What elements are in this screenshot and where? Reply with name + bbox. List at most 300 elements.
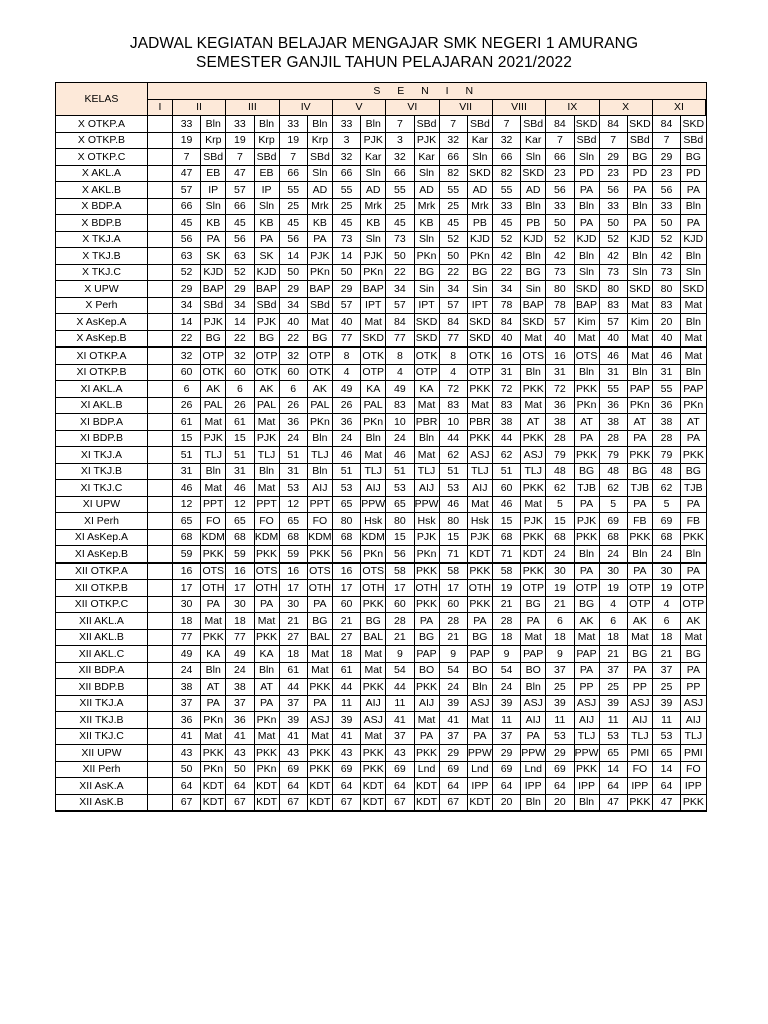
subject-cell: BG xyxy=(627,149,652,166)
subject-cell: Mat xyxy=(414,447,439,464)
teacher-code-cell: 49 xyxy=(226,646,254,663)
subject-cell: PKK xyxy=(307,546,332,563)
subject-cell: OTK xyxy=(307,364,332,381)
subject-cell: BAP xyxy=(574,297,599,314)
teacher-code-cell: 43 xyxy=(172,745,200,762)
subject-cell: FO xyxy=(307,513,332,530)
teacher-code-cell: 46 xyxy=(332,447,360,464)
teacher-code-cell: 18 xyxy=(546,629,574,646)
teacher-code-cell: 24 xyxy=(332,430,360,447)
subject-cell: SBd xyxy=(254,297,279,314)
teacher-code-cell: 10 xyxy=(439,414,467,431)
period-cell xyxy=(147,231,172,248)
teacher-code-cell: 24 xyxy=(226,662,254,679)
subject-cell: OTK xyxy=(254,364,279,381)
period-cell xyxy=(147,695,172,712)
teacher-code-cell: 52 xyxy=(439,231,467,248)
subject-cell: PKK xyxy=(467,596,492,613)
teacher-code-cell: 49 xyxy=(386,381,414,398)
subject-cell: SBd xyxy=(467,116,492,133)
subject-cell: AD xyxy=(361,182,386,199)
teacher-code-cell: 83 xyxy=(599,297,627,314)
teacher-code-cell: 19 xyxy=(226,132,254,149)
teacher-code-cell: 33 xyxy=(546,198,574,215)
teacher-code-cell: 38 xyxy=(546,414,574,431)
subject-cell: Sln xyxy=(467,149,492,166)
teacher-code-cell: 69 xyxy=(279,761,307,778)
subject-cell: OTP xyxy=(201,347,226,364)
class-name-cell: XI UPW xyxy=(56,496,148,513)
class-name-cell: XI OTKP.B xyxy=(56,364,148,381)
table-row xyxy=(56,546,707,563)
teacher-code-cell: 31 xyxy=(226,463,254,480)
table-row xyxy=(56,745,707,762)
subject-cell: PJK xyxy=(414,132,439,149)
teacher-code-cell: 60 xyxy=(172,364,200,381)
teacher-code-cell: 42 xyxy=(492,248,520,265)
teacher-code-cell: 6 xyxy=(226,381,254,398)
class-name-cell: XII TKJ.C xyxy=(56,728,148,745)
subject-cell: PA xyxy=(414,613,439,630)
subject-cell: SBd xyxy=(521,116,546,133)
subject-cell: PA xyxy=(574,182,599,199)
subject-cell: KA xyxy=(361,381,386,398)
subject-cell: SKD xyxy=(521,314,546,331)
table-row xyxy=(56,397,707,414)
teacher-code-cell: 60 xyxy=(492,480,520,497)
subject-cell: PKK xyxy=(521,430,546,447)
teacher-code-cell: 36 xyxy=(279,414,307,431)
subject-cell: AK xyxy=(307,381,332,398)
teacher-code-cell: 65 xyxy=(386,496,414,513)
teacher-code-cell: 80 xyxy=(546,281,574,298)
teacher-code-cell: 37 xyxy=(546,662,574,679)
period-cell xyxy=(147,712,172,729)
subject-cell: PKK xyxy=(574,529,599,546)
subject-cell: Sln xyxy=(521,149,546,166)
subject-cell: PA xyxy=(681,215,706,232)
subject-cell: PA xyxy=(627,182,652,199)
period-cell xyxy=(147,728,172,745)
day-header: S E N I N xyxy=(147,83,706,100)
teacher-code-cell: 50 xyxy=(546,215,574,232)
teacher-code-cell: 58 xyxy=(386,563,414,580)
teacher-code-cell: 72 xyxy=(492,381,520,398)
subject-cell: SKD xyxy=(467,314,492,331)
subject-cell: BAP xyxy=(521,297,546,314)
subject-cell: PA xyxy=(627,563,652,580)
subject-cell: SBd xyxy=(307,149,332,166)
teacher-code-cell: 66 xyxy=(279,165,307,182)
teacher-code-cell: 50 xyxy=(226,761,254,778)
table-row xyxy=(56,297,707,314)
teacher-code-cell: 38 xyxy=(226,679,254,696)
subject-cell: BAL xyxy=(307,629,332,646)
teacher-code-cell: 80 xyxy=(439,513,467,530)
subject-cell: AT xyxy=(627,414,652,431)
subject-cell: FO xyxy=(627,761,652,778)
period-cell xyxy=(147,447,172,464)
subject-cell: BG xyxy=(627,463,652,480)
subject-cell: PKK xyxy=(414,745,439,762)
subject-cell: Mat xyxy=(254,728,279,745)
subject-cell: FB xyxy=(627,513,652,530)
teacher-code-cell: 20 xyxy=(652,314,680,331)
subject-cell: PD xyxy=(574,165,599,182)
subject-cell: SKD xyxy=(414,330,439,347)
subject-cell: SKD xyxy=(521,165,546,182)
teacher-code-cell: 46 xyxy=(599,347,627,364)
class-name-cell: X TKJ.B xyxy=(56,248,148,265)
subject-cell: PKK xyxy=(307,745,332,762)
subject-cell: ASJ xyxy=(361,712,386,729)
period-header: VI xyxy=(386,99,439,116)
subject-cell: Krp xyxy=(201,132,226,149)
class-name-cell: XII UPW xyxy=(56,745,148,762)
teacher-code-cell: 8 xyxy=(332,347,360,364)
subject-cell: Bln xyxy=(307,463,332,480)
teacher-code-cell: 67 xyxy=(439,794,467,811)
subject-cell: KB xyxy=(307,215,332,232)
period-cell xyxy=(147,281,172,298)
table-row xyxy=(56,248,707,265)
subject-cell: PPW xyxy=(361,496,386,513)
teacher-code-cell: 14 xyxy=(279,248,307,265)
subject-cell: Mrk xyxy=(467,198,492,215)
teacher-code-cell: 63 xyxy=(226,248,254,265)
subject-cell: PKK xyxy=(521,381,546,398)
table-row xyxy=(56,414,707,431)
teacher-code-cell: 33 xyxy=(599,198,627,215)
teacher-code-cell: 24 xyxy=(599,546,627,563)
teacher-code-cell: 21 xyxy=(439,629,467,646)
period-cell xyxy=(147,529,172,546)
teacher-code-cell: 17 xyxy=(386,580,414,597)
teacher-code-cell: 7 xyxy=(279,149,307,166)
subject-cell: BG xyxy=(414,629,439,646)
teacher-code-cell: 44 xyxy=(332,679,360,696)
class-name-cell: XI BDP.B xyxy=(56,430,148,447)
teacher-code-cell: 28 xyxy=(546,430,574,447)
teacher-code-cell: 32 xyxy=(492,132,520,149)
teacher-code-cell: 17 xyxy=(332,580,360,597)
teacher-code-cell: 6 xyxy=(599,613,627,630)
subject-cell: AIJ xyxy=(627,712,652,729)
subject-cell: BG xyxy=(307,613,332,630)
subject-cell: PMI xyxy=(681,745,706,762)
teacher-code-cell: 32 xyxy=(172,347,200,364)
subject-cell: Mat xyxy=(361,314,386,331)
teacher-code-cell: 57 xyxy=(226,182,254,199)
teacher-code-cell: 6 xyxy=(652,613,680,630)
teacher-code-cell: 9 xyxy=(439,646,467,663)
subject-cell: AK xyxy=(627,613,652,630)
table-row xyxy=(56,513,707,530)
subject-cell: Kar xyxy=(521,132,546,149)
teacher-code-cell: 11 xyxy=(599,712,627,729)
subject-cell: Sln xyxy=(254,198,279,215)
teacher-code-cell: 68 xyxy=(599,529,627,546)
teacher-code-cell: 64 xyxy=(599,778,627,795)
subject-cell: SBd xyxy=(681,132,706,149)
subject-cell: SBd xyxy=(307,297,332,314)
teacher-code-cell: 33 xyxy=(279,116,307,133)
teacher-code-cell: 83 xyxy=(386,397,414,414)
teacher-code-cell: 45 xyxy=(332,215,360,232)
subject-cell: PA xyxy=(627,496,652,513)
table-row xyxy=(56,613,707,630)
teacher-code-cell: 16 xyxy=(172,563,200,580)
subject-cell: PKn xyxy=(254,761,279,778)
subject-cell: Mat xyxy=(681,297,706,314)
teacher-code-cell: 14 xyxy=(226,314,254,331)
subject-cell: PA xyxy=(307,596,332,613)
teacher-code-cell: 17 xyxy=(439,580,467,597)
teacher-code-cell: 71 xyxy=(492,546,520,563)
subject-cell: Bln xyxy=(574,546,599,563)
teacher-code-cell: 55 xyxy=(599,381,627,398)
period-cell xyxy=(147,563,172,580)
subject-cell: PA xyxy=(574,662,599,679)
subject-cell: KB xyxy=(254,215,279,232)
teacher-code-cell: 66 xyxy=(439,149,467,166)
subject-cell: Mat xyxy=(467,496,492,513)
table-row xyxy=(56,679,707,696)
period-cell xyxy=(147,414,172,431)
teacher-code-cell: 19 xyxy=(546,580,574,597)
subject-cell: OTS xyxy=(361,563,386,580)
subject-cell: Sin xyxy=(414,281,439,298)
teacher-code-cell: 65 xyxy=(226,513,254,530)
teacher-code-cell: 26 xyxy=(332,397,360,414)
subject-cell: PA xyxy=(627,215,652,232)
teacher-code-cell: 31 xyxy=(599,364,627,381)
teacher-code-cell: 12 xyxy=(172,496,200,513)
subject-cell: PKK xyxy=(467,563,492,580)
subject-cell: OTP xyxy=(681,596,706,613)
teacher-code-cell: 46 xyxy=(492,496,520,513)
subject-cell: Mat xyxy=(681,629,706,646)
teacher-code-cell: 9 xyxy=(546,646,574,663)
teacher-code-cell: 65 xyxy=(279,513,307,530)
subject-cell: PAP xyxy=(574,646,599,663)
subject-cell: PA xyxy=(574,496,599,513)
subject-cell: OTP xyxy=(627,596,652,613)
period-cell xyxy=(147,430,172,447)
table-row xyxy=(56,712,707,729)
subject-cell: AIJ xyxy=(467,480,492,497)
teacher-code-cell: 23 xyxy=(599,165,627,182)
teacher-code-cell: 7 xyxy=(226,149,254,166)
teacher-code-cell: 24 xyxy=(652,546,680,563)
teacher-code-cell: 4 xyxy=(652,596,680,613)
subject-cell: SKD xyxy=(627,281,652,298)
subject-cell: PKn xyxy=(254,712,279,729)
teacher-code-cell: 77 xyxy=(226,629,254,646)
subject-cell: SBd xyxy=(201,297,226,314)
subject-cell: KDT xyxy=(201,794,226,811)
subject-cell: PKK xyxy=(521,563,546,580)
teacher-code-cell: 26 xyxy=(172,397,200,414)
subject-cell: Bln xyxy=(521,248,546,265)
subject-cell: PA xyxy=(254,231,279,248)
subject-cell: BG xyxy=(254,330,279,347)
class-name-cell: X BDP.B xyxy=(56,215,148,232)
teacher-code-cell: 69 xyxy=(492,761,520,778)
teacher-code-cell: 60 xyxy=(439,596,467,613)
subject-cell: OTS xyxy=(201,563,226,580)
subject-cell: BAP xyxy=(254,281,279,298)
subject-cell: AIJ xyxy=(361,480,386,497)
subject-cell: KA xyxy=(201,646,226,663)
table-row xyxy=(56,132,707,149)
subject-cell: AT xyxy=(201,679,226,696)
class-name-cell: X UPW xyxy=(56,281,148,298)
teacher-code-cell: 30 xyxy=(652,563,680,580)
teacher-code-cell: 68 xyxy=(172,529,200,546)
teacher-code-cell: 28 xyxy=(439,613,467,630)
period-cell xyxy=(147,794,172,811)
subject-cell: OTK xyxy=(361,347,386,364)
subject-cell: TLJ xyxy=(574,728,599,745)
period-cell xyxy=(147,330,172,347)
subject-cell: PJK xyxy=(307,248,332,265)
subject-cell: PKn xyxy=(681,397,706,414)
teacher-code-cell: 77 xyxy=(332,330,360,347)
teacher-code-cell: 30 xyxy=(172,596,200,613)
subject-cell: IPT xyxy=(467,297,492,314)
teacher-code-cell: 24 xyxy=(386,430,414,447)
teacher-code-cell: 14 xyxy=(172,314,200,331)
subject-cell: BG xyxy=(681,149,706,166)
subject-cell: PKK xyxy=(627,447,652,464)
subject-cell: PKK xyxy=(361,596,386,613)
subject-cell: Kar xyxy=(361,149,386,166)
subject-cell: SKD xyxy=(681,281,706,298)
subject-cell: OTK xyxy=(414,347,439,364)
teacher-code-cell: 36 xyxy=(172,712,200,729)
teacher-code-cell: 22 xyxy=(386,264,414,281)
teacher-code-cell: 41 xyxy=(279,728,307,745)
subject-cell: Hsk xyxy=(361,513,386,530)
class-name-cell: X BDP.A xyxy=(56,198,148,215)
class-name-cell: XII AKL.A xyxy=(56,613,148,630)
teacher-code-cell: 61 xyxy=(172,414,200,431)
teacher-code-cell: 48 xyxy=(599,463,627,480)
subject-cell: PAP xyxy=(681,381,706,398)
subject-cell: Mat xyxy=(361,662,386,679)
teacher-code-cell: 67 xyxy=(386,794,414,811)
class-name-cell: X TKJ.C xyxy=(56,264,148,281)
teacher-code-cell: 64 xyxy=(492,778,520,795)
table-row xyxy=(56,314,707,331)
subject-cell: BG xyxy=(521,596,546,613)
subject-cell: KDM xyxy=(307,529,332,546)
subject-cell: PAL xyxy=(201,397,226,414)
period-cell xyxy=(147,248,172,265)
class-name-cell: X AsKep.A xyxy=(56,314,148,331)
teacher-code-cell: 65 xyxy=(652,745,680,762)
subject-cell: PKn xyxy=(467,248,492,265)
teacher-code-cell: 43 xyxy=(386,745,414,762)
teacher-code-cell: 40 xyxy=(652,330,680,347)
teacher-code-cell: 45 xyxy=(439,215,467,232)
subject-cell: PAL xyxy=(361,397,386,414)
teacher-code-cell: 39 xyxy=(546,695,574,712)
subject-cell: PA xyxy=(307,231,332,248)
teacher-code-cell: 27 xyxy=(332,629,360,646)
teacher-code-cell: 69 xyxy=(332,761,360,778)
subject-cell: PBR xyxy=(467,414,492,431)
teacher-code-cell: 18 xyxy=(279,646,307,663)
teacher-code-cell: 25 xyxy=(439,198,467,215)
teacher-code-cell: 56 xyxy=(599,182,627,199)
teacher-code-cell: 46 xyxy=(172,480,200,497)
teacher-code-cell: 77 xyxy=(172,629,200,646)
teacher-code-cell: 69 xyxy=(439,761,467,778)
teacher-code-cell: 62 xyxy=(492,447,520,464)
subject-cell: PA xyxy=(467,613,492,630)
subject-cell: OTH xyxy=(201,580,226,597)
subject-cell: Sln xyxy=(414,231,439,248)
teacher-code-cell: 9 xyxy=(492,646,520,663)
subject-cell: PKK xyxy=(361,679,386,696)
subject-cell: Bln xyxy=(307,116,332,133)
subject-cell: FO xyxy=(254,513,279,530)
teacher-code-cell: 33 xyxy=(492,198,520,215)
subject-cell: AK xyxy=(681,613,706,630)
teacher-code-cell: 56 xyxy=(546,182,574,199)
teacher-code-cell: 53 xyxy=(279,480,307,497)
teacher-code-cell: 7 xyxy=(599,132,627,149)
subject-cell: TLJ xyxy=(627,728,652,745)
subject-cell: TLJ xyxy=(307,447,332,464)
teacher-code-cell: 7 xyxy=(172,149,200,166)
subject-cell: Bln xyxy=(201,463,226,480)
teacher-code-cell: 40 xyxy=(279,314,307,331)
subject-cell: ASJ xyxy=(627,695,652,712)
subject-cell: KDT xyxy=(467,794,492,811)
subject-cell: PKK xyxy=(574,761,599,778)
class-name-cell: XII Perh xyxy=(56,761,148,778)
class-name-cell: X OTKP.A xyxy=(56,116,148,133)
subject-cell: PB xyxy=(521,215,546,232)
teacher-code-cell: 47 xyxy=(172,165,200,182)
teacher-code-cell: 50 xyxy=(386,248,414,265)
teacher-code-cell: 37 xyxy=(652,662,680,679)
subject-cell: OTP xyxy=(307,347,332,364)
table-row xyxy=(56,264,707,281)
teacher-code-cell: 84 xyxy=(492,314,520,331)
subject-cell: SKD xyxy=(414,314,439,331)
subject-cell: PKn xyxy=(361,414,386,431)
subject-cell: PA xyxy=(201,596,226,613)
teacher-code-cell: 68 xyxy=(279,529,307,546)
subject-cell: PKn xyxy=(627,397,652,414)
teacher-code-cell: 24 xyxy=(279,430,307,447)
subject-cell: AT xyxy=(681,414,706,431)
table-row xyxy=(56,215,707,232)
subject-cell: PKn xyxy=(307,264,332,281)
subject-cell: PKK xyxy=(414,679,439,696)
teacher-code-cell: 53 xyxy=(332,480,360,497)
subject-cell: AT xyxy=(574,414,599,431)
subject-cell: Mat xyxy=(254,613,279,630)
subject-cell: Bln xyxy=(201,116,226,133)
subject-cell: PKK xyxy=(681,794,706,811)
teacher-code-cell: 9 xyxy=(386,646,414,663)
table-row xyxy=(56,580,707,597)
